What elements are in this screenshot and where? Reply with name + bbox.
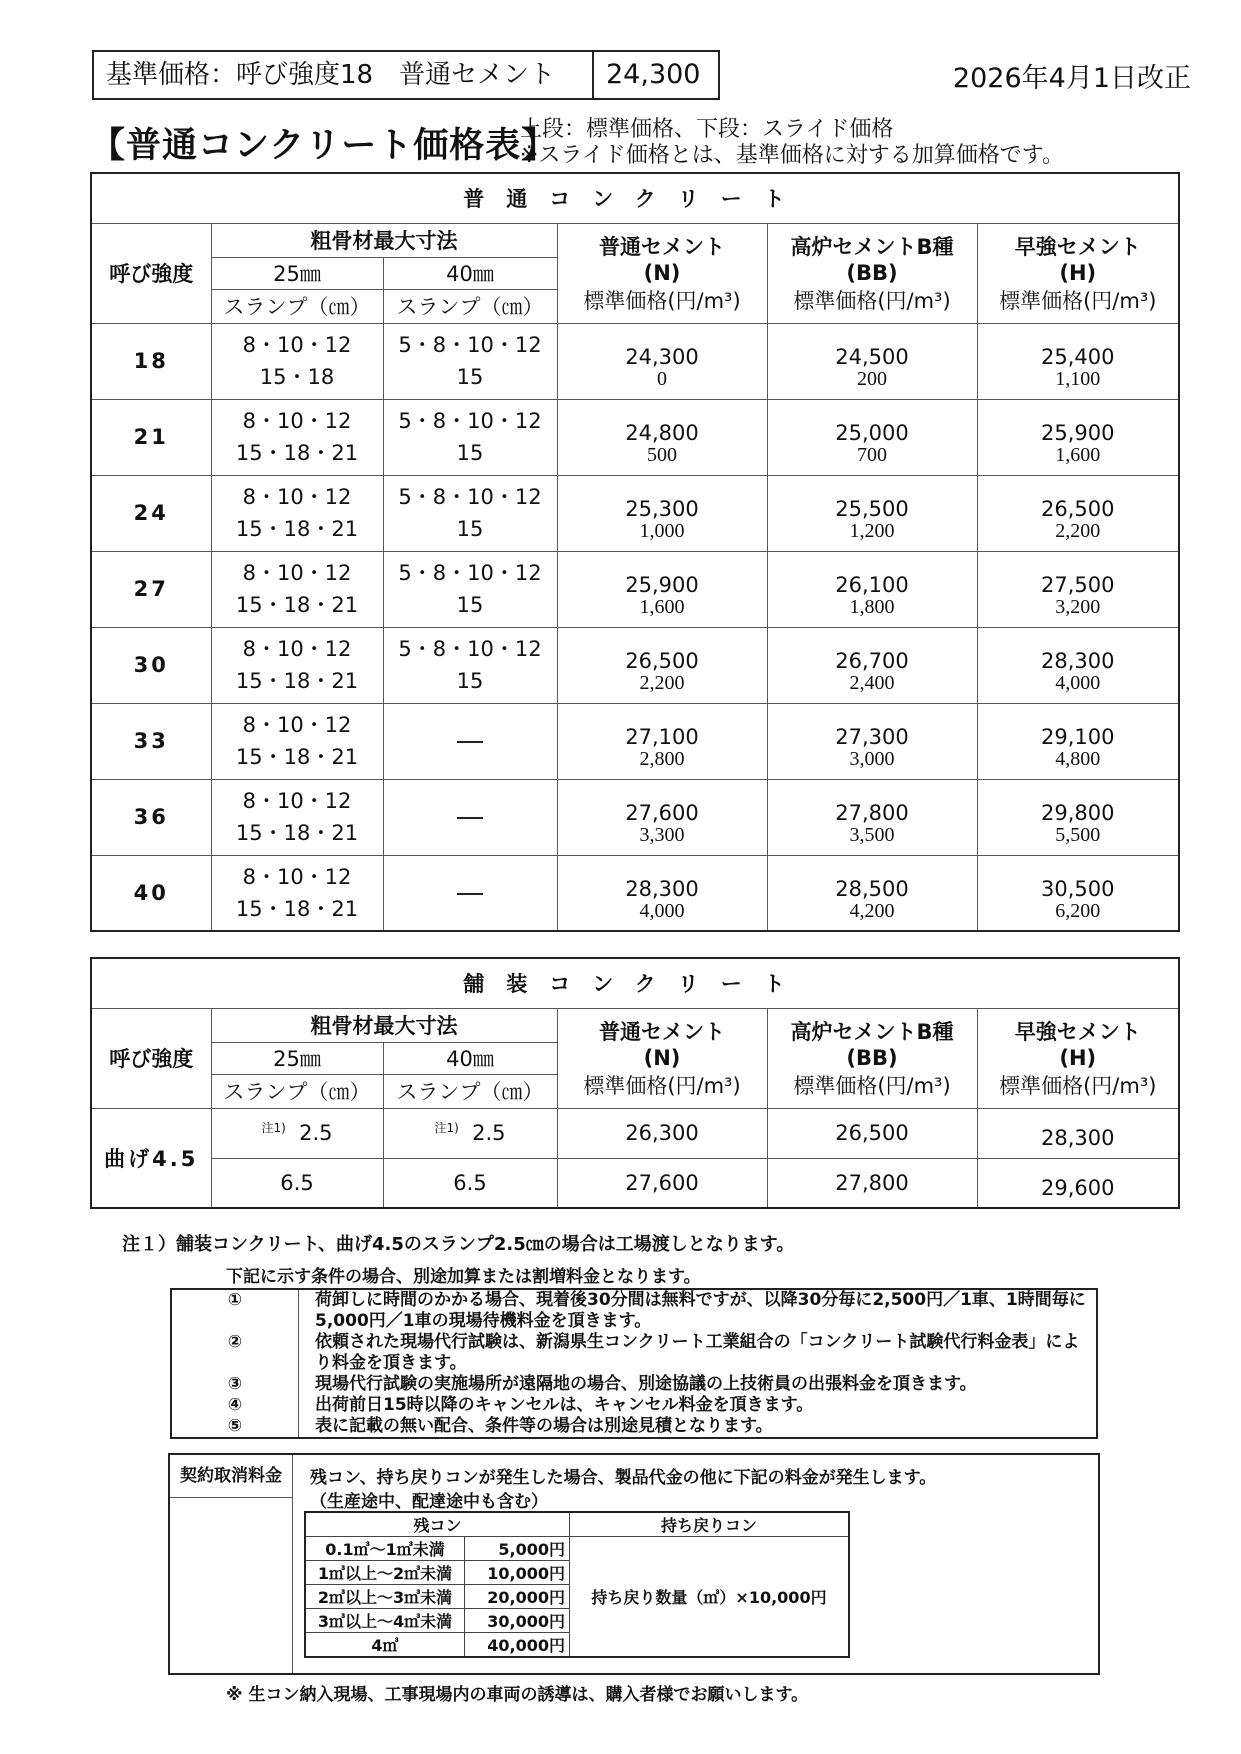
paving-strength: 曲げ4.5 bbox=[91, 1108, 211, 1208]
fee: 30,000円 bbox=[465, 1609, 570, 1633]
price-unit: 標準価格(円/m³) bbox=[793, 289, 951, 313]
price-n-cell: 28,300 4,000 bbox=[557, 855, 767, 931]
note-mark: 注1) bbox=[261, 1121, 286, 1135]
col-40mm-header: 40㎜ bbox=[383, 257, 557, 289]
price-unit: 標準価格(円/m³) bbox=[583, 289, 741, 313]
cancellation-table bbox=[304, 1511, 850, 1658]
condition-text: 依頼された現場代行試験は、新潟県生コンクリート工業組合の「コンクリート試験代行料金表」により料金を頂きます。 bbox=[315, 1332, 1080, 1373]
condition-number: ② bbox=[172, 1332, 299, 1374]
dash-mark bbox=[457, 741, 483, 743]
cement-h-code: (H) bbox=[1059, 1046, 1097, 1070]
condition-number: ① bbox=[172, 1290, 299, 1332]
table-row bbox=[91, 399, 1179, 475]
price-cell: 27,600 bbox=[557, 1158, 767, 1208]
col-strength-header: 呼び強度 bbox=[91, 223, 211, 323]
slump-40-cell: 5・8・10・12 15 bbox=[383, 627, 557, 703]
zan-con-header: 残コン bbox=[305, 1512, 570, 1537]
condition-number: ④ bbox=[172, 1395, 299, 1416]
note-mark: 注1) bbox=[434, 1121, 459, 1135]
strength-cell: 21 bbox=[91, 399, 211, 475]
table-row bbox=[305, 1537, 849, 1561]
col-cement-h-header bbox=[977, 1008, 1179, 1108]
slump-cell: 6.5 bbox=[383, 1158, 557, 1208]
col-cement-n-header bbox=[557, 1008, 767, 1108]
table-row bbox=[91, 627, 1179, 703]
fee: 40,000円 bbox=[465, 1633, 570, 1658]
price-unit: 標準価格(円/m³) bbox=[583, 1074, 741, 1098]
table-row bbox=[91, 779, 1179, 855]
slump-25-cell: 8・10・12 15・18・21 bbox=[211, 475, 383, 551]
table-row bbox=[91, 323, 1179, 399]
slump-40-cell: 5・8・10・12 15 bbox=[383, 475, 557, 551]
slump-25-cell: 8・10・12 15・18・21 bbox=[211, 551, 383, 627]
base-price-box bbox=[92, 50, 720, 100]
price-bb-cell: 27,300 3,000 bbox=[767, 703, 977, 779]
table-row bbox=[91, 855, 1179, 931]
price-bb-cell: 25,500 1,200 bbox=[767, 475, 977, 551]
col-slump-header: スランプ（㎝） bbox=[211, 289, 383, 323]
price-bb-cell: 25,000 700 bbox=[767, 399, 977, 475]
note-1: 注１）舗装コンクリート、曲げ4.5のスランプ2.5㎝の場合は工場渡しとなります。 bbox=[122, 1234, 795, 1255]
slump-cell: $^{注1)}$ 2.5 bbox=[211, 1108, 383, 1158]
base-price-value: 24,300 bbox=[606, 59, 701, 90]
strength-cell: 33 bbox=[91, 703, 211, 779]
price-cell: 29,600 bbox=[977, 1158, 1179, 1208]
volume-range: 3㎥以上～4㎥未満 bbox=[305, 1609, 465, 1633]
cement-bb-code: (BB) bbox=[846, 261, 898, 285]
fee: 10,000円 bbox=[465, 1561, 570, 1585]
cancellation-label: 契約取消料金 bbox=[170, 1455, 293, 1498]
paving-concrete-table bbox=[90, 957, 1180, 1209]
condition-number: ⑤ bbox=[172, 1416, 299, 1437]
slump-25-cell: 8・10・12 15・18 bbox=[211, 323, 383, 399]
volume-range: 2㎥以上～3㎥未満 bbox=[305, 1585, 465, 1609]
price-h-cell: 29,800 5,500 bbox=[977, 779, 1179, 855]
col-25mm-header: 25㎜ bbox=[211, 257, 383, 289]
price-h-cell: 25,900 1,600 bbox=[977, 399, 1179, 475]
col-25mm-header: 25㎜ bbox=[211, 1042, 383, 1074]
price-n-cell: 27,600 3,300 bbox=[557, 779, 767, 855]
price-cell: 26,500 bbox=[767, 1108, 977, 1158]
normal-section-title: 普通コンクリート bbox=[91, 173, 1179, 223]
price-n-cell: 26,500 2,200 bbox=[557, 627, 767, 703]
col-slump-header: スランプ（㎝） bbox=[383, 1074, 557, 1108]
price-bb-cell: 27,800 3,500 bbox=[767, 779, 977, 855]
footer-note: ※ 生コン納入現場、工事現場内の車両の誘導は、購入者様でお願いします。 bbox=[226, 1685, 809, 1705]
price-n-cell: 27,100 2,800 bbox=[557, 703, 767, 779]
cancellation-line-2: （生産途中、配達途中も含む） bbox=[310, 1492, 548, 1512]
col-cement-n-header bbox=[557, 223, 767, 323]
cement-bb-code: (BB) bbox=[846, 1046, 898, 1070]
subtitle-line-1: 上段：標準価格、下段：スライド価格 bbox=[520, 117, 894, 142]
col-cement-h-header bbox=[977, 223, 1179, 323]
table-row bbox=[91, 703, 1179, 779]
cement-n-code: (N) bbox=[643, 1046, 681, 1070]
page-title: 【普通コンクリート価格表】 bbox=[90, 126, 558, 166]
price-unit: 標準価格(円/m³) bbox=[999, 289, 1157, 313]
slump-25-cell: 8・10・12 15・18・21 bbox=[211, 399, 383, 475]
slump-40-cell: 5・8・10・12 15 bbox=[383, 551, 557, 627]
condition-text: 表に記載の無い配合、条件等の場合は別途見積となります。 bbox=[315, 1416, 773, 1436]
list-item bbox=[172, 1332, 1096, 1374]
price-h-cell: 26,500 2,200 bbox=[977, 475, 1179, 551]
col-aggregate-header: 粗骨材最大寸法 bbox=[211, 223, 557, 257]
price-h-cell: 27,500 3,200 bbox=[977, 551, 1179, 627]
col-slump-header: スランプ（㎝） bbox=[211, 1074, 383, 1108]
strength-cell: 18 bbox=[91, 323, 211, 399]
list-item bbox=[172, 1416, 1096, 1437]
price-cell: 27,800 bbox=[767, 1158, 977, 1208]
paving-section-title: 舗装コンクリート bbox=[91, 958, 1179, 1008]
price-cell: 28,300 bbox=[977, 1108, 1179, 1158]
price-h-cell: 29,100 4,800 bbox=[977, 703, 1179, 779]
strength-cell: 36 bbox=[91, 779, 211, 855]
condition-text: 出荷前日15時以降のキャンセルは、キャンセル料金を頂きます。 bbox=[315, 1395, 814, 1415]
condition-number: ③ bbox=[172, 1374, 299, 1395]
base-price-label: 基準価格：呼び強度18 普通セメント bbox=[94, 52, 594, 98]
strength-cell: 30 bbox=[91, 627, 211, 703]
cancellation-box bbox=[168, 1453, 1100, 1675]
slump-40-cell bbox=[383, 779, 557, 855]
volume-range: 1㎥以上～2㎥未満 bbox=[305, 1561, 465, 1585]
price-cell: 26,300 bbox=[557, 1108, 767, 1158]
price-unit: 標準価格(円/m³) bbox=[793, 1074, 951, 1098]
price-n-cell: 24,800 500 bbox=[557, 399, 767, 475]
cancellation-line-1: 残コン、持ち戻りコンが発生した場合、製品代金の他に下記の料金が発生します。 bbox=[310, 1468, 937, 1488]
price-h-cell: 28,300 4,000 bbox=[977, 627, 1179, 703]
slump-cell: 6.5 bbox=[211, 1158, 383, 1208]
col-aggregate-header: 粗骨材最大寸法 bbox=[211, 1008, 557, 1042]
slump-25-cell: 8・10・12 15・18・21 bbox=[211, 627, 383, 703]
price-bb-cell: 28,500 4,200 bbox=[767, 855, 977, 931]
list-item bbox=[172, 1290, 1096, 1332]
dash-mark bbox=[457, 893, 483, 895]
col-cement-bb-header bbox=[767, 223, 977, 323]
fee: 5,000円 bbox=[465, 1537, 570, 1561]
strength-cell: 27 bbox=[91, 551, 211, 627]
slump-40-cell bbox=[383, 855, 557, 931]
fee: 20,000円 bbox=[465, 1585, 570, 1609]
cement-bb-name: 高炉セメントB種 bbox=[790, 1020, 954, 1044]
table-row bbox=[91, 1108, 1179, 1158]
volume-range: 4㎥ bbox=[305, 1633, 465, 1658]
list-item bbox=[172, 1395, 1096, 1416]
strength-cell: 40 bbox=[91, 855, 211, 931]
condition-text: 現場代行試験の実施場所が遠隔地の場合、別途協議の上技術員の出張料金を頂きます。 bbox=[315, 1374, 977, 1394]
slump-cell: $^{注1)}$ 2.5 bbox=[383, 1108, 557, 1158]
dash-mark bbox=[457, 817, 483, 819]
cement-n-name: 普通セメント bbox=[599, 235, 725, 259]
cement-h-name: 早強セメント bbox=[1014, 1020, 1141, 1044]
price-bb-cell: 26,700 2,400 bbox=[767, 627, 977, 703]
col-cement-bb-header bbox=[767, 1008, 977, 1108]
cement-n-code: (N) bbox=[643, 261, 681, 285]
price-n-cell: 24,300 0 bbox=[557, 323, 767, 399]
price-bb-cell: 26,100 1,800 bbox=[767, 551, 977, 627]
slump-25-cell: 8・10・12 15・18・21 bbox=[211, 779, 383, 855]
mochi-con-header: 持ち戻りコン bbox=[570, 1512, 850, 1537]
price-n-cell: 25,900 1,600 bbox=[557, 551, 767, 627]
price-unit: 標準価格(円/m³) bbox=[999, 1074, 1157, 1098]
revision-date: 2026年4月1日改正 bbox=[952, 63, 1191, 94]
mochi-con-fee: 持ち戻り数量（㎥）×10,000円 bbox=[570, 1537, 850, 1658]
col-slump-header: スランプ（㎝） bbox=[383, 289, 557, 323]
normal-concrete-table bbox=[90, 172, 1180, 932]
price-h-cell: 25,400 1,100 bbox=[977, 323, 1179, 399]
conditions-list bbox=[170, 1288, 1098, 1439]
price-h-cell: 30,500 6,200 bbox=[977, 855, 1179, 931]
slump-40-cell: 5・8・10・12 15 bbox=[383, 323, 557, 399]
table-row bbox=[91, 551, 1179, 627]
slump-40-cell bbox=[383, 703, 557, 779]
subtitle-line-2: ※スライド価格とは、基準価格に対する加算価格です。 bbox=[520, 143, 1065, 168]
volume-range: 0.1㎥～1㎥未満 bbox=[305, 1537, 465, 1561]
condition-text: 荷卸しに時間のかかる場合、現着後30分間は無料ですが、以降30分毎に2,500円／1車、1時間毎に5,000円／1車の現場待機料金を頂きます。 bbox=[315, 1290, 1086, 1331]
list-item bbox=[172, 1374, 1096, 1395]
slump-25-cell: 8・10・12 15・18・21 bbox=[211, 703, 383, 779]
cement-h-code: (H) bbox=[1059, 261, 1097, 285]
price-n-cell: 25,300 1,000 bbox=[557, 475, 767, 551]
table-row bbox=[91, 475, 1179, 551]
slump-25-cell: 8・10・12 15・18・21 bbox=[211, 855, 383, 931]
cement-n-name: 普通セメント bbox=[599, 1020, 725, 1044]
cement-h-name: 早強セメント bbox=[1014, 235, 1141, 259]
slump-40-cell: 5・8・10・12 15 bbox=[383, 399, 557, 475]
table-row bbox=[91, 1158, 1179, 1208]
price-bb-cell: 24,500 200 bbox=[767, 323, 977, 399]
col-40mm-header: 40㎜ bbox=[383, 1042, 557, 1074]
strength-cell: 24 bbox=[91, 475, 211, 551]
col-strength-header: 呼び強度 bbox=[91, 1008, 211, 1108]
note-2: 下記に示す条件の場合、別途加算または割増料金となります。 bbox=[226, 1267, 701, 1287]
cement-bb-name: 高炉セメントB種 bbox=[790, 235, 954, 259]
